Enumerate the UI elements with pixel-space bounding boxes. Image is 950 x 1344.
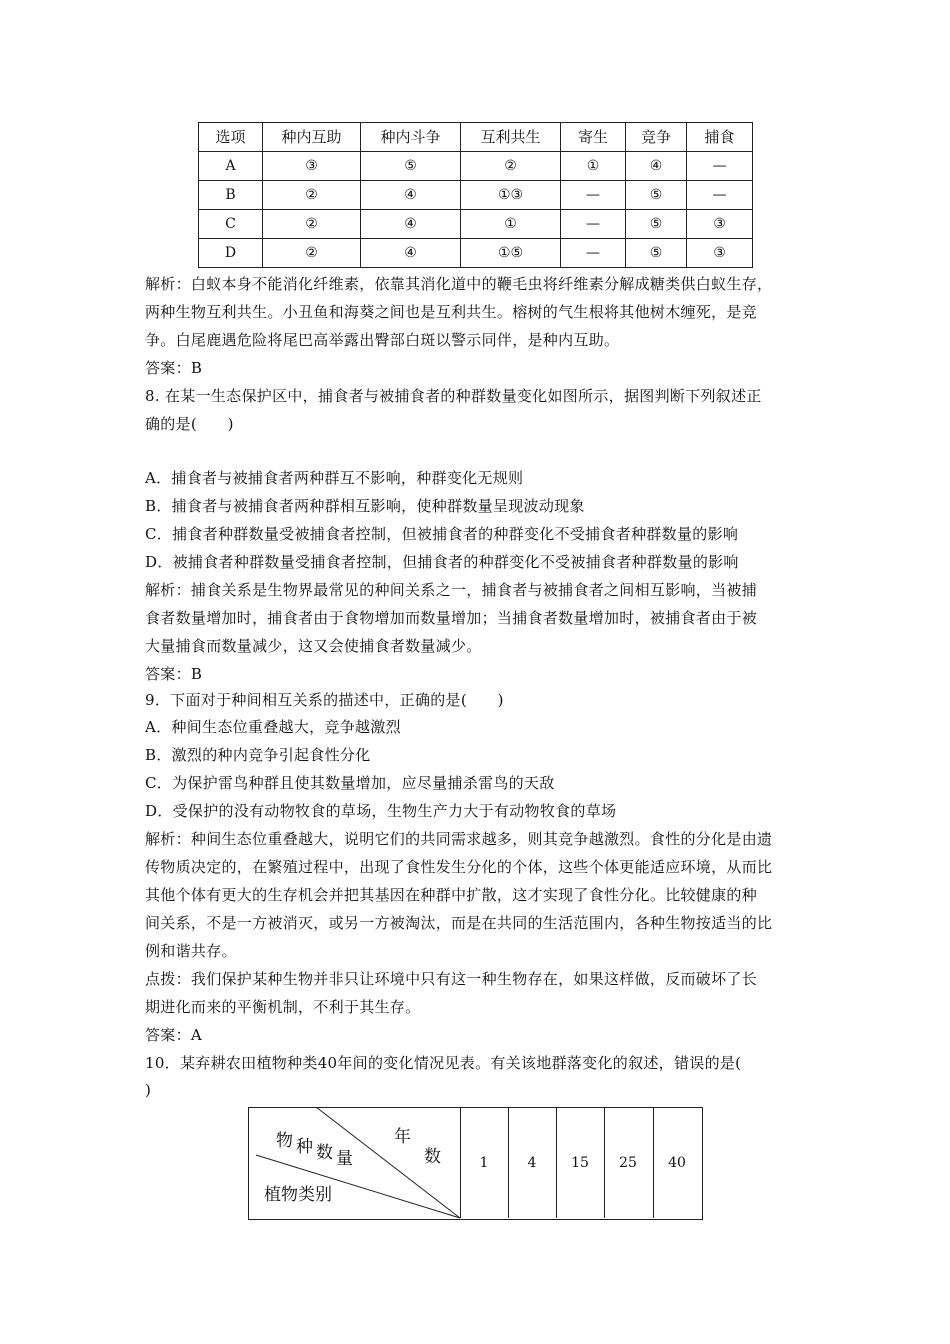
q9-option-d: D．受保护的没有动物牧食的草场，生物生产力大于有动物牧食的草场: [145, 802, 617, 820]
q8-stem-line: 确的是( ): [145, 415, 234, 433]
table-row: [199, 152, 753, 181]
q9-analysis-line: 例和谐共存。: [145, 942, 237, 960]
table-cell: ①: [561, 152, 626, 181]
table-cell: D: [199, 239, 263, 268]
q9-stem: 9．下面对于种间相互关系的描述中，正确的是( ): [145, 691, 504, 709]
q8-option-b: B．捕食者与被捕食者两种群相互影响，使种群数量呈现波动现象: [145, 497, 585, 515]
plant-species-table: [248, 1107, 703, 1220]
table-cell: ②: [263, 239, 361, 268]
q10-stem-line: 10．某弃耕农田植物种类40年间的变化情况见表。有关该地群落变化的叙述，错误的是(: [145, 1054, 742, 1072]
q9-analysis-line: 其他个体有更大的生存机会并把其基因在种群中扩散，这才实现了食性分化。比较健康的种: [145, 886, 758, 904]
table-cell: B: [199, 181, 263, 210]
table-cell: ⑤: [626, 239, 687, 268]
year-cell: 15: [571, 1155, 589, 1171]
year-cell: 4: [527, 1155, 537, 1171]
q8-analysis-line: 食者数量增加时，捕食者由于食物增加而数量增加；当捕食者数量增加时，被捕食者由于被: [145, 609, 758, 627]
q8-stem-line: 8. 在某一生态保护区中，捕食者与被捕食者的种群数量变化如图所示，据图判断下列叙述正: [145, 387, 762, 405]
table-header-cell: 选项: [199, 123, 263, 152]
header-count-char: 物: [276, 1131, 293, 1151]
table-row: [199, 210, 753, 239]
table-cell: ①: [461, 210, 561, 239]
q9-option-c: C．为保护雷鸟种群且使其数量增加，应尽量捕杀雷鸟的天敌: [145, 774, 555, 792]
q8-option-a: A．捕食者与被捕食者两种群互不影响，种群变化无规则: [145, 469, 524, 487]
q9-analysis-line: 解析：种间生态位重叠越大，说明它们的共同需求越多，则其竞争越激烈。食性的分化是由遗: [145, 830, 773, 848]
table-cell: C: [199, 210, 263, 239]
table-header-cell: 捕食: [687, 123, 753, 152]
year-cell: 25: [619, 1155, 637, 1171]
table-cell: ③: [687, 239, 753, 268]
table-cell: ①③: [461, 181, 561, 210]
relationship-table: [198, 122, 753, 268]
table-cell: —: [687, 152, 753, 181]
table-header-cell: 互利共生: [461, 123, 561, 152]
header-count-char: 量: [336, 1149, 353, 1169]
q7-analysis-line: 两种生物互利共生。小丑鱼和海葵之间也是互利共生。榕树的气生根将其他树木缠死，是竞: [145, 303, 758, 321]
table-row: [199, 239, 753, 268]
table-cell: ⑤: [361, 152, 461, 181]
table-cell: ④: [626, 152, 687, 181]
table-cell: ④: [361, 239, 461, 268]
q7-answer: 答案：B: [145, 359, 203, 377]
q9-answer: 答案：A: [145, 1026, 203, 1044]
q9-analysis-line: 间关系，不是一方被消灭，或另一方被淘汰，而是在共同的生活范围内，各种生物按适当的比: [145, 914, 773, 932]
table-header-cell: 种内互助: [263, 123, 361, 152]
table-cell: ②: [263, 210, 361, 239]
q7-analysis-line: 解析：白蚁本身不能消化纤维素，依靠其消化道中的鞭毛虫将纤维素分解成糖类供白蚁生存，: [145, 275, 773, 293]
q8-option-c: C．捕食者种群数量受被捕食者控制，但被捕食者的种群变化不受捕食者种群数量的影响: [145, 525, 739, 543]
year-cell: 40: [668, 1155, 686, 1171]
table-header-cell: 竞争: [626, 123, 687, 152]
table-cell: ④: [361, 210, 461, 239]
q9-option-a: A．种间生态位重叠越大，竞争越激烈: [145, 718, 401, 736]
table-cell: —: [561, 239, 626, 268]
table-cell: ⑤: [626, 210, 687, 239]
table-cell: ⑤: [626, 181, 687, 210]
table-cell: ③: [263, 152, 361, 181]
table-cell: ①⑤: [461, 239, 561, 268]
header-category: 植物类别: [264, 1185, 332, 1205]
q10-stem-line: ): [145, 1081, 152, 1099]
table-cell: —: [561, 210, 626, 239]
q8-analysis-line: 大量捕食而数量减少，这又会使捕食者数量减少。: [145, 637, 482, 655]
year-cell: 1: [479, 1155, 489, 1171]
table-cell: ②: [263, 181, 361, 210]
q9-analysis-line: 传物质决定的，在繁殖过程中，出现了食性发生分化的个体，这些个体更能适应环境，从而比: [145, 858, 773, 876]
table-cell: ②: [461, 152, 561, 181]
table-cell: —: [561, 181, 626, 210]
q9-tip-line: 点拨：我们保护某种生物并非只让环境中只有这一种生物存在，如果这样做，反而破坏了长: [145, 970, 758, 988]
q8-analysis-line: 解析：捕食关系是生物界最常见的种间关系之一，捕食者与被捕食者之间相互影响，当被捕: [145, 581, 758, 599]
table-cell: A: [199, 152, 263, 181]
table-cell: ④: [361, 181, 461, 210]
header-year-char: 年: [394, 1127, 411, 1147]
table-row: [199, 181, 753, 210]
q7-analysis-line: 争。白尾鹿遇危险将尾巴高举露出臀部白斑以警示同伴，是种内互助。: [145, 331, 620, 349]
header-year-char: 数: [424, 1147, 441, 1167]
q9-option-b: B．激烈的种内竞争引起食性分化: [145, 746, 371, 764]
table-cell: ③: [687, 210, 753, 239]
q8-answer: 答案：B: [145, 665, 203, 683]
table-header-cell: 寄生: [561, 123, 626, 152]
header-count-char: 种: [296, 1137, 313, 1157]
table-cell: —: [687, 181, 753, 210]
q9-tip-line: 期进化而来的平衡机制，不利于其生存。: [145, 998, 421, 1016]
header-count-char: 数: [316, 1143, 333, 1163]
q8-option-d: D．被捕食者种群数量受捕食者控制，但捕食者的种群变化不受被捕食者种群数量的影响: [145, 553, 739, 571]
table-header-row: [199, 123, 753, 152]
table-header-cell: 种内斗争: [361, 123, 461, 152]
